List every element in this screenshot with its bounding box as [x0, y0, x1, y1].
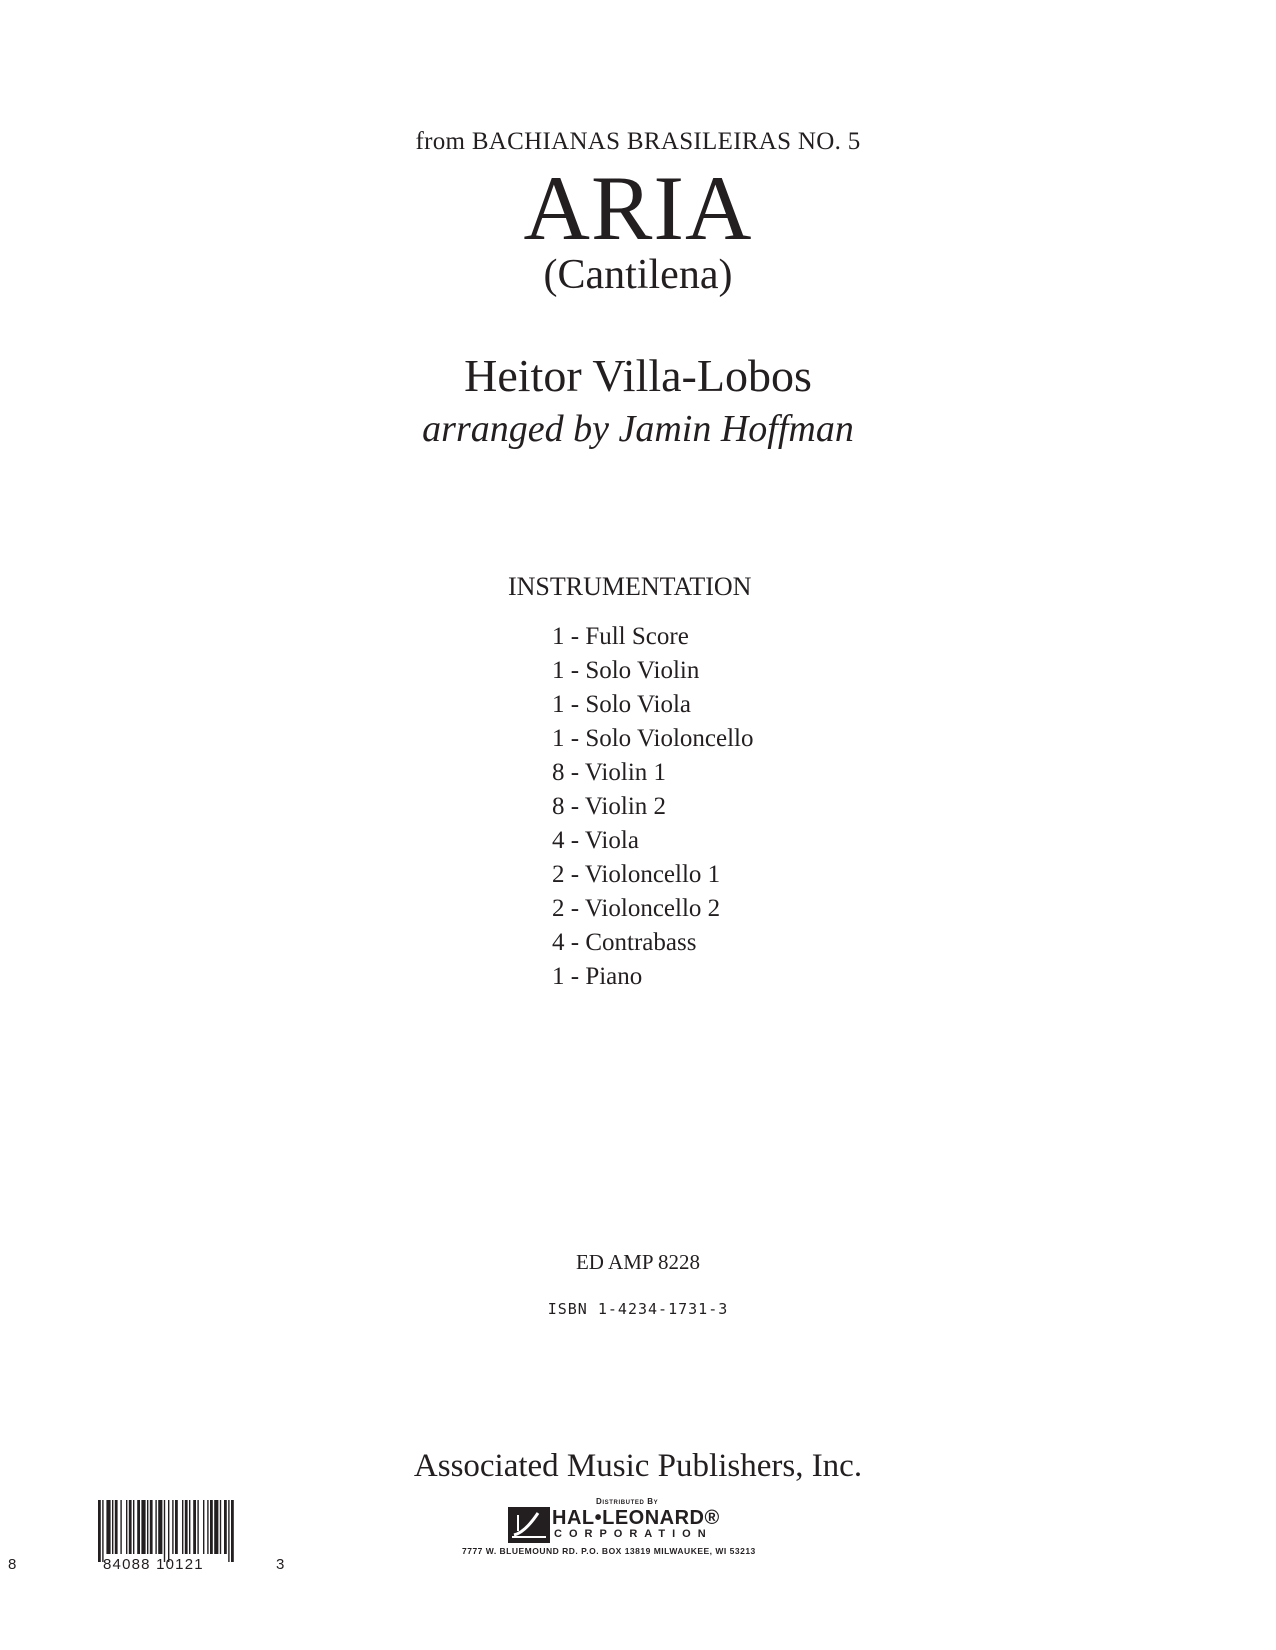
list-item: 4 - Viola: [552, 827, 639, 854]
instrumentation-list: [552, 620, 754, 994]
distributor-address: 7777 W. BLUEMOUND RD. P.O. BOX 13819 MILWAUKEE, WI 53213: [462, 1546, 756, 1556]
distributed-by-label: Distributed By: [596, 1497, 659, 1506]
page-title: ARIA: [523, 157, 753, 259]
list-item: 1 - Solo Viola: [552, 691, 692, 718]
list-item: 1 - Piano: [552, 963, 643, 990]
list-item: 1 - Solo Violin: [552, 657, 700, 684]
barcode-last-digit: 3: [276, 1556, 285, 1573]
subtitle: (Cantilena): [543, 252, 733, 298]
list-item: 1 - Solo Violoncello: [552, 725, 754, 752]
edition-number: ED AMP 8228: [575, 1250, 701, 1274]
isbn-number: ISBN 1-4234-1731-3: [547, 1300, 729, 1318]
distributor-name: HAL•LEONARD®: [552, 1507, 720, 1529]
hal-leonard-logo-icon: [508, 1507, 550, 1543]
composer-name: Heitor Villa-Lobos: [464, 350, 812, 401]
list-item: 2 - Violoncello 1: [552, 861, 721, 888]
list-item: 2 - Violoncello 2: [552, 895, 721, 922]
from-line: from BACHIANAS BRASILEIRAS NO. 5: [415, 128, 861, 155]
list-item: 1 - Full Score: [552, 623, 689, 650]
distributor-corporation: CORPORATION: [554, 1528, 713, 1540]
list-item: 4 - Contrabass: [552, 929, 697, 956]
barcode-first-digit: 8: [8, 1556, 17, 1573]
barcode-icon: [98, 1500, 276, 1562]
barcode-digits: 84088 10121: [103, 1556, 204, 1573]
publisher-name: Associated Music Publishers, Inc.: [413, 1448, 863, 1484]
arranger-credit: arranged by Jamin Hoffman: [422, 408, 854, 450]
list-item: 8 - Violin 2: [552, 793, 667, 820]
instrumentation-heading: INSTRUMENTATION: [508, 572, 752, 601]
list-item: 8 - Violin 1: [552, 759, 667, 786]
